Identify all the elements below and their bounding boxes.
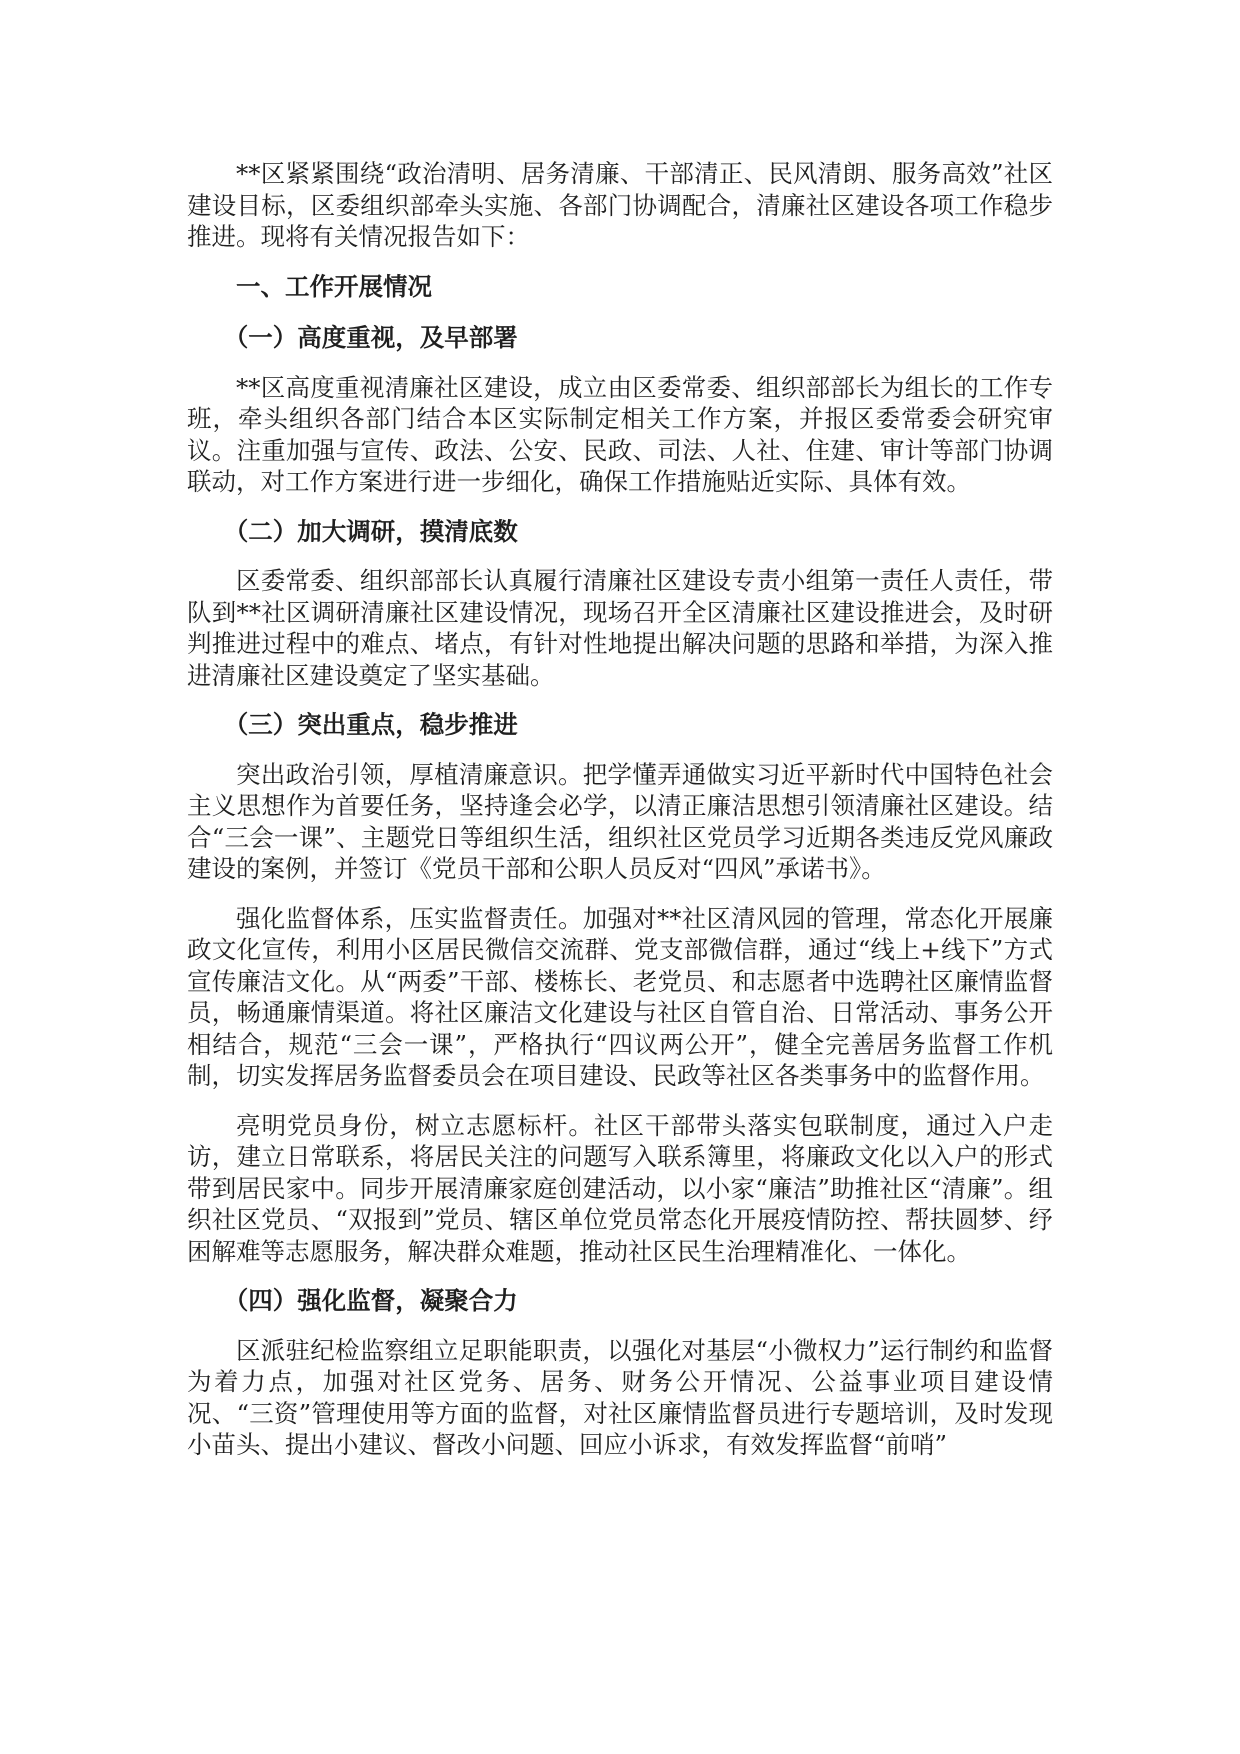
subsection-4-paragraph: 区派驻纪检监察组立足职能职责，以强化对基层“小微权力”运行制约和监督为着力点，加强对社区党务、居务、财务公开情况、公益事业项目建设情况、“三资”管理使用等方面的监督，对社区廉情监督员进行专题培训，及时发现小苗头、提出小建议、督改小问题、回应小诉求，有效发挥监督“前哨” — [187, 1335, 1054, 1459]
subsection-heading-2: （二）加大调研，摸清底数 — [223, 516, 518, 546]
intro-paragraph: **区紧紧围绕“政治清明、居务清廉、干部清正、民风清朗、服务高效”社区建设目标，区委组织部牵头实施、各部门协调配合，清廉社区建设各项工作稳步推进。现将有关情况报告如下： — [187, 159, 1053, 251]
subsection-1-paragraph: **区高度重视清廉社区建设，成立由区委常委、组织部部长为组长的工作专班，牵头组织各部门结合本区实际制定相关工作方案，并报区委常委会研究审议。注重加强与宣传、政法、公安、民政、司法、人社、住建、审计等部门协调联动，对工作方案进行进一步细化，确保工作措施贴近实际、具体有效。 — [187, 372, 1053, 496]
document-body — [187, 158, 1053, 1461]
subsection-3-paragraph-3: 亮明党员身份，树立志愿标杆。社区干部带头落实包联制度，通过入户走访，建立日常联系，将居民关注的问题写入联系簿里，将廉政文化以入户的形式带到居民家中。同步开展清廉家庭创建活动，以小家“廉洁”助推社区“清廉”。组织社区党员、“双报到”党员、辖区单位党员常态化开展疫情防控、帮扶圆梦、纾困解难等志愿服务，解决群众难题，推动社区民生治理精准化、一体化。 — [187, 1110, 1053, 1266]
subsection-2-paragraph: 区委常委、组织部部长认真履行清廉社区建设专责小组第一责任人责任，带队到**社区调研清廉社区建设情况，现场召开全区清廉社区建设推进会，及时研判推进过程中的难点、堵点，有针对性地提出解决问题的思路和举措，为深入推进清廉社区建设奠定了坚实基础。 — [187, 566, 1053, 690]
subsection-3-paragraph-2: 强化监督体系，压实监督责任。加强对**社区清风园的管理，常态化开展廉政文化宣传，利用小区居民微信交流群、党支部微信群，通过“线上+线下”方式宣传廉洁文化。从“两委”干部、楼栋长、老党员、和志愿者中选聘社区廉情监督员，畅通廉情渠道。将社区廉洁文化建设与社区自管自治、日常活动、事务公开相结合，规范“三会一课”，严格执行“四议两公开”，健全完善居务监督工作机制，切实发挥居务监督委员会在项目建设、民政等社区各类事务中的监督作用。 — [187, 903, 1053, 1090]
subsection-3-paragraph-1: 突出政治引领，厚植清廉意识。把学懂弄通做实习近平新时代中国特色社会主义思想作为首要任务，坚持逢会必学，以清正廉洁思想引领清廉社区建设。结合“三会一课”、主题党日等组织生活，组织社区党员学习近期各类违反党风廉政建设的案例，并签订《党员干部和公职人员反对“四风”承诺书》。 — [187, 759, 1053, 883]
subsection-heading-3: （三）突出重点，稳步推进 — [223, 710, 518, 739]
subsection-heading-4: （四）强化监督，凝聚合力 — [223, 1286, 518, 1315]
subsection-heading-1: （一）高度重视，及早部署 — [223, 323, 518, 352]
section-heading-work-progress: 一、工作开展情况 — [236, 271, 432, 301]
